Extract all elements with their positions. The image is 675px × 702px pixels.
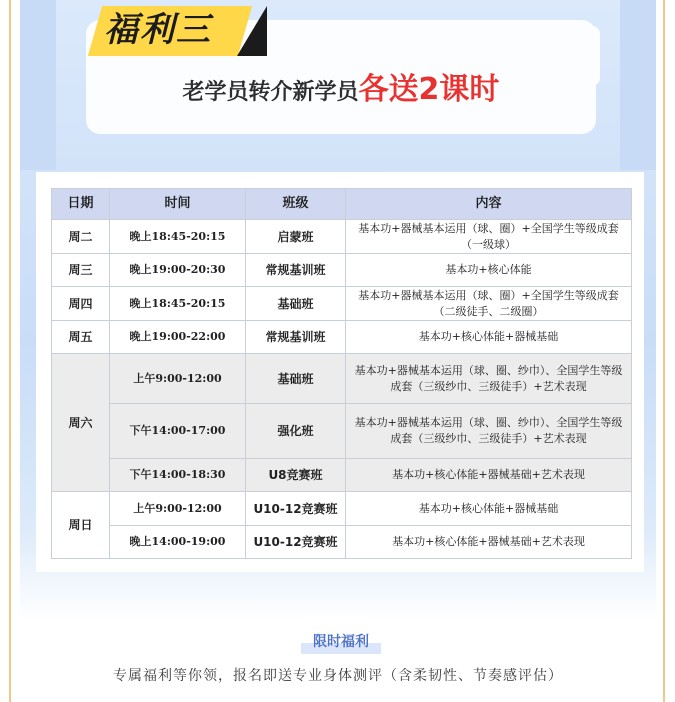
headline-lead: 老学员转介新学员 (182, 80, 359, 105)
table-row (52, 220, 632, 254)
table-row (52, 321, 632, 354)
benefit-headline (86, 68, 596, 112)
cell-content: 基本功+核心体能 (346, 254, 632, 287)
cell-time: 上午9:00-12:00 (110, 354, 246, 404)
header-day: 日期 (52, 189, 110, 220)
cell-class: U10-12竞赛班 (246, 526, 346, 559)
cell-content: 基本功+器械基本运用（球、圈）+全国学生等级成套（一级球） (346, 220, 632, 254)
cell-class: 强化班 (246, 404, 346, 459)
frame-line-left (9, 0, 11, 702)
header-content: 内容 (346, 189, 632, 220)
cell-class: 基础班 (246, 287, 346, 321)
table-row (52, 526, 632, 559)
cell-time: 下午14:00-17:00 (110, 404, 246, 459)
cell-content: 基本功+器械基本运用（球、圈、纱巾）、全国学生等级成套（三级纱巾、三级徒手）+艺术表现 (346, 404, 632, 459)
decor-strip-left (20, 0, 56, 170)
cell-time: 晚上19:00-20:30 (110, 254, 246, 287)
cell-class: 常规基训班 (246, 254, 346, 287)
table-row (52, 287, 632, 321)
cell-class: 启蒙班 (246, 220, 346, 254)
table-row (52, 492, 632, 526)
table-row (52, 459, 632, 492)
cell-time: 晚上14:00-19:00 (110, 526, 246, 559)
cell-time: 晚上18:45-20:15 (110, 287, 246, 321)
promo-label: 限时福利 (301, 630, 381, 654)
cell-day-sunday: 周日 (52, 492, 110, 559)
cell-day: 周五 (52, 321, 110, 354)
frame-line-right (663, 0, 665, 702)
cell-day: 周三 (52, 254, 110, 287)
table-row (52, 254, 632, 287)
header-class: 班级 (246, 189, 346, 220)
table-row (52, 354, 632, 404)
schedule-panel (36, 172, 644, 572)
cell-time: 上午9:00-12:00 (110, 492, 246, 526)
decor-strip-right (620, 0, 656, 170)
cell-class: 基础班 (246, 354, 346, 404)
cell-content: 基本功+核心体能+器械基础+艺术表现 (346, 459, 632, 492)
headline-highlight: 各送2课时 (358, 72, 500, 107)
cell-content: 基本功+核心体能+器械基础 (346, 492, 632, 526)
cell-day: 周二 (52, 220, 110, 254)
cell-time: 晚上18:45-20:15 (110, 220, 246, 254)
cell-day-saturday: 周六 (52, 354, 110, 492)
benefit-badge-label: 福利三 (104, 10, 212, 50)
table-header-row (52, 189, 632, 220)
cell-time: 下午14:00-18:30 (110, 459, 246, 492)
cell-content: 基本功+核心体能+器械基础 (346, 321, 632, 354)
schedule-table (51, 188, 632, 559)
promo-description: 专属福利等你领，报名即送专业身体测评（含柔韧性、节奏感评估） (113, 668, 563, 684)
header-time: 时间 (110, 189, 246, 220)
cell-content: 基本功+器械基本运用（球、圈、纱巾）、全国学生等级成套（三级纱巾、三级徒手）+艺术表现 (346, 354, 632, 404)
cell-class: U8竞赛班 (246, 459, 346, 492)
cell-content: 基本功+器械基本运用（球、圈）+全国学生等级成套（二级徒手、二级圈） (346, 287, 632, 321)
cell-class: U10-12竞赛班 (246, 492, 346, 526)
cell-content: 基本功+核心体能+器械基础+艺术表现 (346, 526, 632, 559)
table-row (52, 404, 632, 459)
cell-day: 周四 (52, 287, 110, 321)
cell-time: 晚上19:00-22:00 (110, 321, 246, 354)
cell-class: 常规基训班 (246, 321, 346, 354)
